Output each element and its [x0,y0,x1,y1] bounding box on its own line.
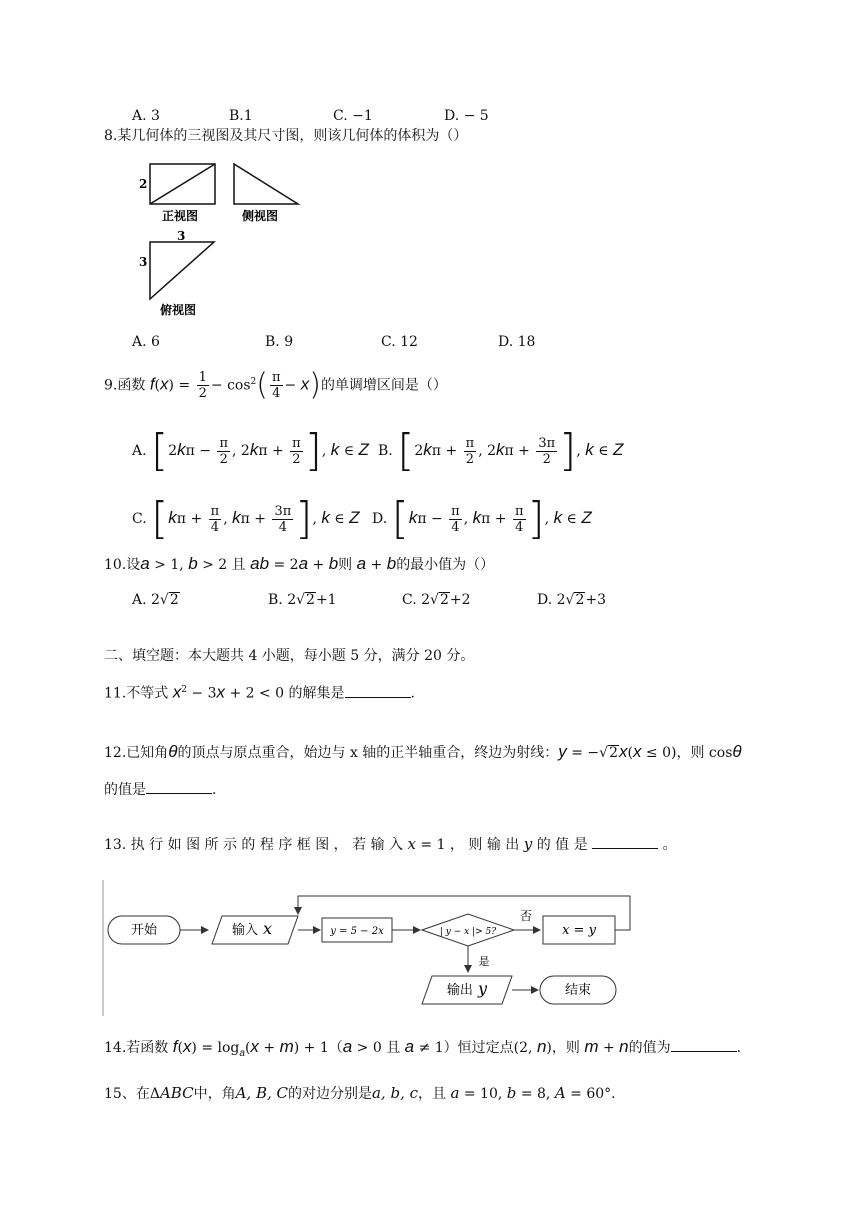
front-view-dim: 2 [139,177,148,191]
q14: 14.若函数 $f(x) = \log_a(x + m) + 1(a > 0$ 且 a ≠ 1）恒过定点(2, n)，则 m + n的值为 . [104,1037,742,1059]
q7-option-a: A. 3 [132,108,160,124]
svg-text:结束: 结束 [564,983,592,998]
svg-text:| y − x |> 5?: | y − x |> 5? [439,927,497,937]
svg-text:输出 y: 输出 y [446,979,488,998]
svg-text:x = y: x = y [562,923,596,938]
q8-option-d: D. 18 [498,334,536,350]
svg-text:输入 x: 输入 x [231,919,273,938]
q13-stem: 13. 执 行 如 图 所 示 的 程 序 框 图 ， 若 输 入 x = 1 ， 则 输 出 y 的 值 是 。 [104,835,677,853]
q9-stem: 9.函数 f(x) = $\frac{1}{2}$ − $\cos^2$( $\frac{\pi}{4}$ − x)的单调增区间是（） [104,367,447,403]
q7-option-d: D. − 5 [444,108,489,124]
q7-option-b: B.1 [229,108,253,124]
q8-option-b: B. 9 [265,334,294,350]
q12-line2: 的值是 . [104,779,216,800]
top-view-dim-v: 3 [139,255,148,269]
q10-option-c: C. 2√2+2 [402,592,471,608]
svg-text:否: 否 [519,909,533,923]
svg-text:y = 5 − 2x: y = 5 − 2x [330,926,384,937]
q10-option-b: B. 2√2+1 [268,592,337,608]
q8-option-c: C. 12 [381,334,418,350]
side-view-label: 侧视图 [242,209,279,223]
three-view-diagram [130,158,330,323]
q10-option-d: D. 2√2+3 [537,592,607,608]
svg-text:开始: 开始 [130,923,158,938]
q7-option-c: C. −1 [333,108,373,124]
q9-option-a: A. [2kπ − $\frac{\pi}{2}$ , 2kπ + $\frac{\pi}{2}$ ], k ∈ Z [132,425,369,476]
q12-line1: 12.已知角θ的顶点与原点重合，始边与 x 轴的正半轴重合，终边为射线：y = −√2x(x ≤ 0)，则 cosθ [104,742,742,761]
q9-option-d: D. [kπ − $\frac{\pi}{4}$ , kπ + $\frac{\pi}{4}$ ], k ∈ Z [372,493,592,544]
svg-text:是: 是 [478,955,490,968]
top-view-label: 俯视图 [160,303,197,317]
q11: 11.不等式 $x^2 - 3x + 2 < 0$ 的解集是 . [104,682,415,702]
q9-option-c: C. [kπ + $\frac{\pi}{4}$ , kπ + $\frac{3\pi}{4}$ ], k ∈ Z [132,493,360,544]
q13-answer-blank[interactable] [592,834,658,849]
section-2-heading: 二、填空题：本大题共 4 小题，每小题 5 分，满分 20 分。 [104,648,475,664]
q14-answer-blank[interactable] [671,1037,737,1052]
flowchart [100,876,645,1018]
q15: 15、在ΔABC中，角A, B, C的对边分别是a, b, c，且 a = 10, b = 8, A = 60°. [104,1084,616,1102]
q12-answer-blank[interactable] [146,779,212,794]
q8-stem: 8.某几何体的三视图及其尺寸图，则该几何体的体积为（） [104,128,468,144]
front-view-label: 正视图 [162,209,199,223]
q10-stem: 10.设a > 1, b > 2 且 ab = 2a + b则 a + b的最小值为（） [104,554,495,573]
q10-option-a: A. 2√2 [132,592,179,608]
q11-answer-blank[interactable] [345,683,411,698]
top-view-dim-h: 3 [177,229,186,243]
q9-option-b: B. [2kπ + $\frac{\pi}{2}$ , 2kπ + $\frac{3\pi}{2}$ ], k ∈ Z [378,425,624,476]
q8-option-a: A. 6 [132,334,160,350]
